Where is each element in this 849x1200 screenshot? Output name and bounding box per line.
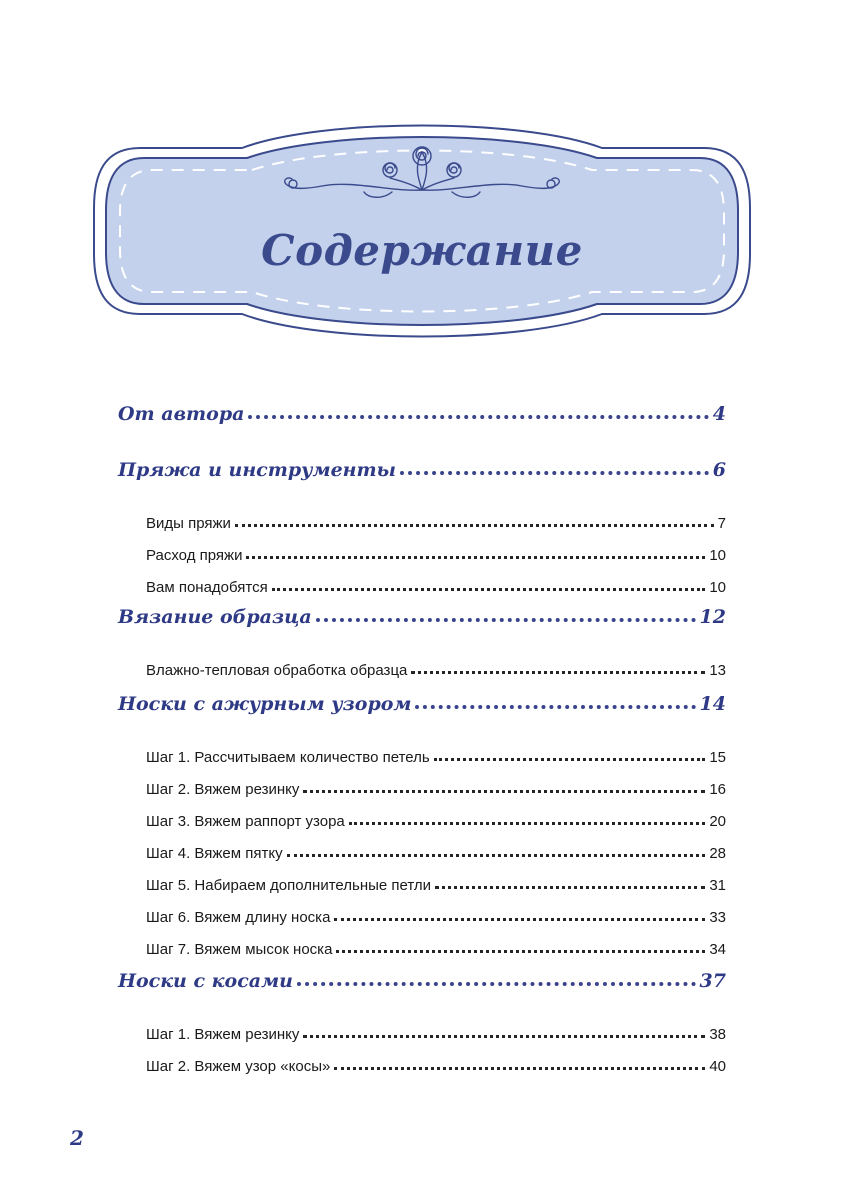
dot-leader	[415, 705, 695, 709]
toc-section-title: Пряжа и инструменты	[118, 459, 396, 481]
toc-page-number: 40	[709, 1058, 726, 1075]
page-number: 2	[70, 1126, 84, 1150]
toc-page-number: 13	[709, 662, 726, 679]
toc-subsection-title: Шаг 7. Вяжем мысок носка	[146, 941, 333, 958]
dot-leader	[434, 758, 706, 761]
dot-leader	[400, 471, 709, 475]
toc-subsection-title: Шаг 2. Вяжем резинку	[146, 781, 300, 798]
toc-section-entry[interactable]	[118, 606, 726, 628]
dot-leader	[272, 588, 706, 591]
dot-leader	[248, 415, 708, 419]
toc-subsection-title: Виды пряжи	[146, 515, 231, 532]
toc-subsection-entry[interactable]	[146, 662, 726, 679]
toc-page-number: 10	[709, 579, 726, 596]
toc-subsection-entry[interactable]	[146, 845, 726, 862]
toc-page-number: 7	[717, 515, 726, 532]
dot-leader	[334, 918, 705, 921]
dot-leader	[334, 1067, 705, 1070]
toc-section-entry[interactable]	[118, 403, 726, 425]
dot-leader	[287, 854, 706, 857]
toc-page-number: 33	[709, 909, 726, 926]
dot-leader	[297, 982, 696, 986]
toc-page-number: 16	[709, 781, 726, 798]
toc-subsection-title: Влажно-тепловая обработка образца	[146, 662, 408, 679]
page-title: Содержание	[261, 226, 583, 275]
dot-leader	[303, 790, 705, 793]
toc-page-number: 10	[709, 547, 726, 564]
toc-subsection-entry[interactable]	[146, 515, 726, 532]
toc-subsection-title: Шаг 3. Вяжем раппорт узора	[146, 813, 345, 830]
toc-subsection-entry[interactable]	[146, 749, 726, 766]
toc-section-title: Вязание образца	[118, 606, 312, 628]
toc-page-number: 14	[699, 693, 726, 715]
toc-page-number: 12	[699, 606, 726, 628]
toc-section-title: Носки с ажурным узором	[118, 693, 412, 715]
toc-page-number: 4	[712, 403, 726, 425]
toc-subsection-entry[interactable]	[146, 877, 726, 894]
toc-subsection-title: Вам понадобятся	[146, 579, 268, 596]
toc-section-title: От автора	[118, 403, 245, 425]
toc-subsection-entry[interactable]	[146, 813, 726, 830]
toc-page-number: 31	[709, 877, 726, 894]
toc-subsection-entry[interactable]	[146, 579, 726, 596]
toc-subsection-title: Шаг 4. Вяжем пятку	[146, 845, 283, 862]
toc-subsection-title: Шаг 2. Вяжем узор «косы»	[146, 1058, 331, 1075]
toc-subsection-title: Шаг 1. Рассчитываем количество петель	[146, 749, 430, 766]
toc-page-number: 20	[709, 813, 726, 830]
toc-section-entry[interactable]	[118, 970, 726, 992]
toc-subsection-title: Шаг 6. Вяжем длину носка	[146, 909, 331, 926]
toc-subsection-title: Шаг 1. Вяжем резинку	[146, 1026, 300, 1043]
toc-page-number: 37	[699, 970, 726, 992]
toc-section-entry[interactable]	[118, 693, 726, 715]
toc-page-number: 28	[709, 845, 726, 862]
dot-leader	[411, 671, 705, 674]
dot-leader	[435, 886, 705, 889]
toc-subsection-entry[interactable]	[146, 547, 726, 564]
toc-page-number: 15	[709, 749, 726, 766]
toc-subsection-entry[interactable]	[146, 781, 726, 798]
dot-leader	[349, 822, 706, 825]
toc-subsection-title: Расход пряжи	[146, 547, 243, 564]
dot-leader	[235, 524, 714, 527]
toc-page-number: 34	[709, 941, 726, 958]
dot-leader	[303, 1035, 705, 1038]
title-label-frame	[92, 108, 752, 354]
toc-section-title: Носки с косами	[118, 970, 293, 992]
toc-subsection-title: Шаг 5. Набираем дополнительные петли	[146, 877, 432, 894]
toc-page-number: 38	[709, 1026, 726, 1043]
toc-subsection-entry[interactable]	[146, 941, 726, 958]
toc-subsection-entry[interactable]	[146, 909, 726, 926]
toc-subsection-entry[interactable]	[146, 1026, 726, 1043]
dot-leader	[246, 556, 705, 559]
dot-leader	[336, 950, 705, 953]
toc-section-entry[interactable]	[118, 459, 726, 481]
dot-leader	[316, 618, 696, 622]
toc-page-number: 6	[712, 459, 726, 481]
toc-subsection-entry[interactable]	[146, 1058, 726, 1075]
